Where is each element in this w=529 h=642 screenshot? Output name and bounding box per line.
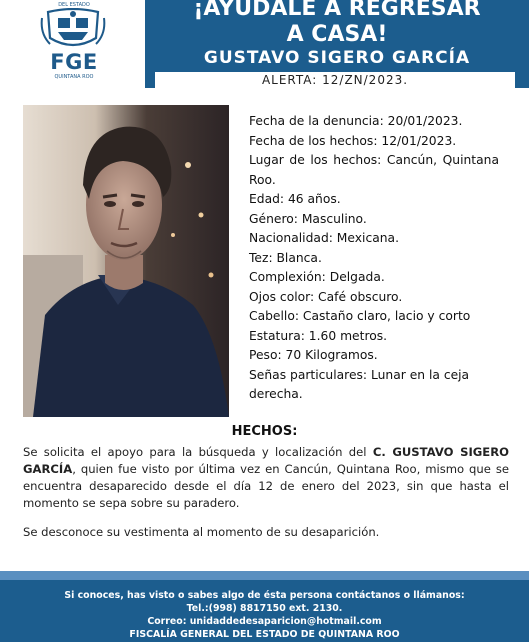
title-line-1: ¡AYUDALE A REGRESAR — [193, 0, 481, 21]
logo-bottom-text: QUINTANA ROO — [54, 74, 94, 80]
hechos-paragraph — [23, 444, 509, 512]
person-photo — [23, 105, 229, 417]
detail-cabello: Cabello: Castaño claro, lacio y corto — [249, 309, 471, 323]
footer-agency: FISCALÍA GENERAL DEL ESTADO DE QUINTANA ROO — [129, 629, 400, 640]
logo-acronym: FGE — [50, 50, 98, 74]
alert-number: ALERTA: 12/ZN/2023. — [155, 72, 515, 88]
hechos-person-name: C. GUSTAVO SIGERO GARCÍA — [23, 445, 509, 476]
footer-call-to-action: Si conoces, has visto o sabes algo de ésta persona contáctanos o llámanos: — [64, 590, 465, 601]
coat-of-arms-icon — [40, 8, 106, 50]
page-title — [145, 0, 529, 48]
fge-logo — [28, 2, 120, 90]
contact-footer — [0, 580, 529, 642]
detail-genero: Género: Masculino. — [249, 211, 367, 226]
hechos-text-end: , quien fue visto por última vez en Cancún, Quintana Roo, mismo que se encuentra desaparecido desde el día 12 de enero del 2023, sin que hasta el momento se sepa sobre su paradero. — [23, 462, 509, 510]
detail-peso: Peso: 70 Kilogramos. — [249, 348, 378, 362]
title-line-2: A CASA! — [286, 22, 388, 47]
footer-phone: Tel.:(998) 8817150 ext. 2130. — [186, 603, 343, 614]
detail-senas: Señas particulares: Lunar en la ceja derecha. — [249, 367, 470, 401]
detail-estatura: Estatura: 1.60 metros. — [249, 328, 388, 343]
vestimenta-paragraph: Se desconoce su vestimenta al momento de su desaparición. — [23, 525, 380, 539]
detail-lugar: Lugar de los hechos: Cancún, Quintana Roo. — [249, 153, 499, 187]
footer-email: Correo: unidaddedesaparicion@hotmail.com — [147, 616, 382, 627]
logo-top-text: DEL ESTADO — [58, 2, 90, 8]
detail-complexion: Complexión: Delgada. — [249, 270, 385, 284]
detail-ojos: Ojos color: Café obscuro. — [249, 289, 403, 304]
hechos-heading: HECHOS: — [231, 424, 298, 439]
footer-stripe — [0, 571, 529, 580]
detail-tez: Tez: Blanca. — [249, 250, 322, 265]
person-name: GUSTAVO SIGERO GARCÍA — [203, 48, 471, 68]
person-details — [249, 112, 499, 405]
detail-fecha-denuncia: Fecha de la denuncia: 20/01/2023. — [249, 114, 463, 128]
hechos-text-start: Se solicita el apoyo para la búsqueda y localización del — [23, 445, 373, 459]
detail-fecha-hechos: Fecha de los hechos: 12/01/2023. — [249, 133, 457, 148]
detail-nacionalidad: Nacionalidad: Mexicana. — [249, 231, 399, 245]
detail-edad: Edad: 46 años. — [249, 192, 341, 206]
